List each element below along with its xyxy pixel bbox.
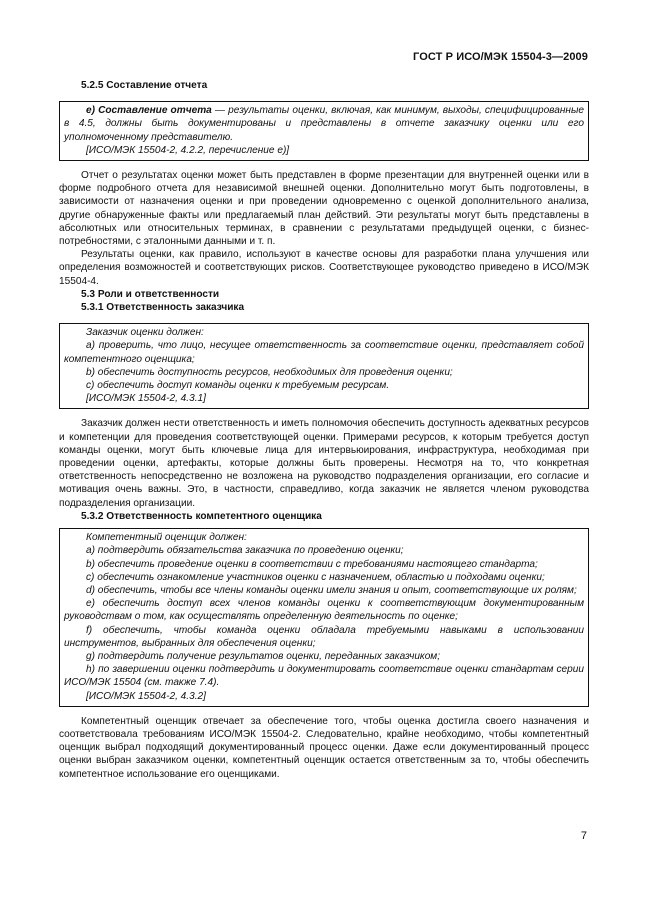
requirement-box-5-3-2 xyxy=(59,528,589,707)
requirement-box-5-3-1 xyxy=(59,323,589,409)
heading-5-3: 5.3 Роли и ответственности xyxy=(81,288,220,300)
box-item: е) обеспечить доступ всех членов команды оценки к соответствующим документированным руководствам о том, как осуществлять определенную деятельность по оценке; xyxy=(64,598,584,623)
paragraph: Результаты оценки, как правило, используют в качестве основы для разработки плана улучшения или определения возможностей и соответствующих рисков. Соответствующее руководство приведено в ИСО/МЭК 15504-4. xyxy=(59,249,589,287)
box-item: с) обеспечить доступ команды оценки к требуемым ресурсам. xyxy=(86,380,390,392)
heading-5-3-2: 5.3.2 Ответственность компетентного оценщика xyxy=(81,510,322,522)
box-reference: [ИСО/МЭК 15504-2, 4.3.1] xyxy=(86,393,206,405)
box-item: g) подтвердить получение результатов оценки, переданных заказчиком; xyxy=(86,650,441,662)
page-number: 7 xyxy=(580,830,587,842)
paragraph: Отчет о результатах оценки может быть представлен в форме презентации для внутренней оценки или в форме подробного отчета для независимой внешней оценки. Дополнительно могут быть подготовлены, в зависимости от назначения оценки и при проведении одновременно с оценкой дополнительного анализа, другие обнаруженные факты или предлагаемый план действий. Эти результаты могут быть представлены в абсолютных или относительных терминах, в сравнении с результатами предыдущей оценки, с бизнес-потребностями, с эталонными данными и т. п. xyxy=(59,170,589,248)
standard-header: ГОСТ Р ИСО/МЭК 15504-3—2009 xyxy=(413,51,588,63)
box-item: b) обеспечить доступность ресурсов, необходимых для проведения оценки; xyxy=(86,366,453,378)
box-item: а) подтвердить обязательства заказчика по проведению оценки; xyxy=(86,545,404,557)
box-item: d) обеспечить, чтобы все члены команды оценки имели знания и опыт, соответствующие их ролям; xyxy=(86,584,577,596)
box-intro: Заказчик оценки должен: xyxy=(86,327,204,339)
heading-5-3-1: 5.3.1 Ответственность заказчика xyxy=(81,302,245,314)
paragraph: Заказчик должен нести ответственность и иметь полномочия обеспечить доступность адекватных ресурсов и компетенции для проведения соответствующей оценки. Примерами ресурсов, к которым требуется доступ команды оценки, могут быть ключевые лица для интервьюирования, инфраструктура, необходимая при проведении оценки, артефакты, которые должны быть проверены. Несмотря на то, что конкретная ответственность непосредственно не возложена на руководство подразделения организации, его согласие и мотивация очень важны. Это, в частности, справедливо, когда заказчик не является членом руководства подразделения организации. xyxy=(59,418,589,509)
requirement-body: — результаты оценки, включая, как минимум, выходы, специфицированные в 4.5, должны быть документированы и представлены в отчете заказчику оценки или его уполномоченному представителю. xyxy=(64,105,584,143)
box-reference: [ИСО/МЭК 15504-2, 4.3.2] xyxy=(86,690,206,702)
box-item: h) по завершении оценки подтвердить и документировать соответствие оценки стандартам серии ИСО/МЭК 15504 (см. также 7.4). xyxy=(64,664,584,689)
requirement-reference: [ИСО/МЭК 15504-2, 4.2.2, перечисление е)] xyxy=(86,144,290,156)
requirement-box-5-2-5 xyxy=(59,101,589,161)
box-item: f) обеспечить, чтобы команда оценки обладала требуемыми навыками в использовании инструментов, выбранных для обеспечения оценки; xyxy=(64,624,584,649)
requirement-text xyxy=(64,104,584,144)
box-item: b) обеспечить проведение оценки в соответствии с требованиями настоящего стандарта; xyxy=(86,558,538,570)
heading-5-2-5: 5.2.5 Составление отчета xyxy=(81,80,208,91)
page-content xyxy=(59,79,589,781)
box-item: а) проверить, что лицо, несущее ответственность за соответствие оценки, представляет собой компетентного оценщика; xyxy=(64,340,584,365)
box-intro: Компетентный оценщик должен: xyxy=(86,532,247,544)
paragraph: Компетентный оценщик отвечает за обеспечение того, чтобы оценка достигла своего назначения и соответствовала требованиям ИСО/МЭК 15504-2. Следовательно, крайне необходимо, чтобы компетентный оценщик выбрал подходящий документированный процесс оценки. Даже если документированный процесс оценки выбран заказчиком оценки, компетентный оценщик остается ответственным за то, чтобы обеспечить компетентное использование его оценщиками. xyxy=(59,715,589,780)
requirement-label: е) Составление отчета xyxy=(86,105,212,117)
box-item: с) обеспечить ознакомление участников оценки с назначением, областью и подходами оценки; xyxy=(86,571,545,583)
